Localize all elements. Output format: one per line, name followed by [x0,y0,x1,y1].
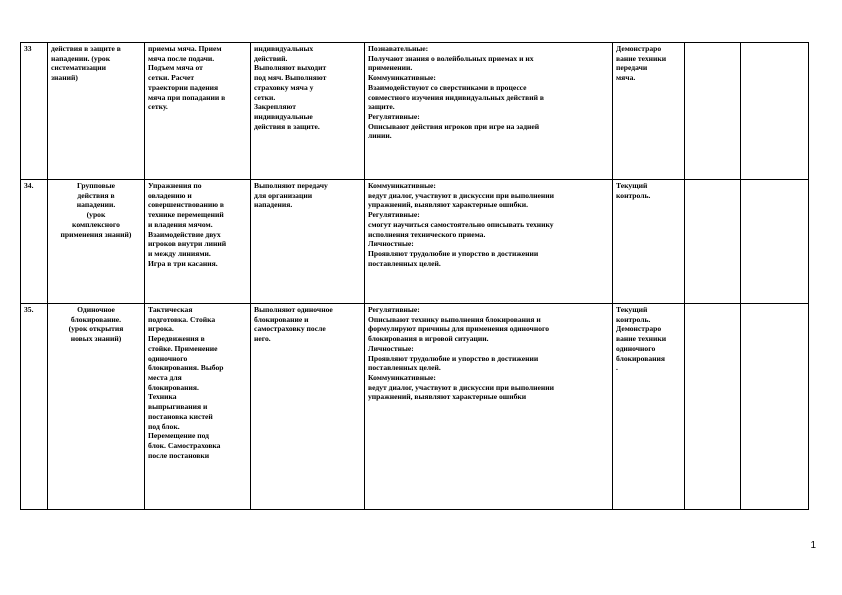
text-line: стойке. Применение [148,343,218,353]
text-line: Коммуникативные: [368,181,436,190]
text-line: мяча. [616,73,636,83]
text-line: формулируют причины для применения одиночного [368,324,550,334]
lesson-content-cell [145,43,251,180]
text-line: Текущий [616,181,648,190]
text-line: поставленных целей. [368,258,441,268]
text-line: него. [254,334,271,344]
text-line: ведут диалог, участвуют в дискуссии при выполнении [368,382,555,392]
text-line: Взаимодействие двух [148,229,221,239]
text-line: сетки. Расчет [148,73,195,83]
text-line: Выполняют передачу [254,181,328,190]
text-line: нападения. [254,200,293,210]
text-line: комплексного [72,219,120,229]
text-line: одиночного [148,353,188,363]
text-line: индивидуальные [254,112,313,122]
text-line: Текущий [616,305,648,314]
text-line: технике перемещений [148,210,224,220]
text-line: блокирования. Выбор [148,363,224,373]
text-line: сетку. [148,102,168,112]
text-line: Личностные: [368,239,414,249]
text-line: Коммуникативные: [368,73,436,83]
text-line: упражнений, выявляют характерные ошибки. [368,200,529,210]
text-line: овладению и [148,190,192,200]
text-line: подготовка. Стойка [148,314,216,324]
lesson-topic-cell [48,304,145,510]
text-line: действия в защите. [254,121,320,131]
text-line: Регулятивные: [368,305,420,314]
text-line: Подъем мяча от [148,63,203,73]
text-line: ведут диалог, участвуют в дискуссии при выполнении [368,190,555,200]
text-line: смогут научиться самостоятельно описывать технику [368,219,554,229]
lesson-plan-table [20,42,809,510]
lesson-topic-cell [48,43,145,180]
empty-cell-fact-date [741,43,809,180]
text-line: совершенствованию в [148,200,225,210]
text-line: Перемещение под [148,431,210,441]
text-line: выпрыгивания и [148,402,208,412]
text-line: упражнений, выявляют характерные ошибки [368,392,527,402]
text-line: вание техники [616,334,667,344]
text-line: под блок. [148,421,180,431]
text-line: систематизации [51,63,107,73]
text-line: Групповые [76,181,116,190]
text-line: линии. [368,131,392,141]
text-line: поставленных целей. [368,363,441,373]
text-line: Проявляют трудолюбие и упорство в достижении [368,353,539,363]
text-line: новых знаний) [70,334,122,344]
text-line: контроль. [616,190,651,200]
control-type-cell [613,43,685,180]
text-line: применении. [368,63,413,73]
student-activity-cell [251,43,365,180]
empty-cell-fact-date [741,304,809,510]
text-line: блокирование. [70,314,122,324]
text-line: применения знаний) [60,229,132,239]
text-line: игрока. [148,324,174,334]
lesson-content-cell [145,304,251,510]
text-line: (урок [86,210,106,220]
table-row [21,180,809,304]
text-line: Описывают технику выполнения блокирования и [368,314,541,324]
text-line: исполнения технического приема. [368,229,486,239]
text-line: траектории падения [148,82,219,92]
learning-outcomes-cell [365,304,613,510]
learning-outcomes-cell [365,180,613,304]
lesson-topic-cell [48,180,145,304]
text-line: Техника [148,392,177,402]
text-line: передачи [616,63,648,73]
table-row [21,43,809,180]
text-line: Коммуникативные: [368,373,436,383]
text-line: Передвижения в [148,334,205,344]
text-line: блок. Самостраховка [148,441,221,451]
lesson-number-cell: 33 [21,43,48,180]
text-line: и между линиями. [148,249,211,259]
text-line: сетки. [254,92,276,102]
text-line: Демонстраро [616,44,662,53]
text-line: Упражнения по [148,181,202,190]
text-line: действия в [77,190,115,200]
text-line: нападении. [76,200,116,210]
text-line: блокирование и [254,314,309,324]
text-line: совместного изучения индивидуальных действий в [368,92,544,102]
empty-cell-plan-date [685,180,741,304]
text-line: знаний) [51,73,78,83]
text-line: блокирования. [148,382,199,392]
lesson-number-cell: 34. [21,180,48,304]
text-line: Игра в три касания. [148,258,218,268]
text-line: самостраховку после [254,324,326,334]
text-line: блокирования [616,353,666,363]
learning-outcomes-cell [365,43,613,180]
text-line: . [616,363,618,373]
text-line: Закрепляют [254,102,296,112]
student-activity-cell [251,180,365,304]
text-line: Описывают действия игроков при игре на задней [368,121,540,131]
empty-cell-plan-date [685,43,741,180]
text-line: защите. [368,102,395,112]
empty-cell-plan-date [685,304,741,510]
empty-cell-fact-date [741,180,809,304]
text-line: для организации [254,190,313,200]
text-line: вание техники [616,53,667,63]
text-line: и владения мячом. [148,219,213,229]
text-line: действий. [254,53,288,63]
control-type-cell [613,180,685,304]
text-line: Демонстраро [616,324,662,334]
text-line: Тактическая [148,305,193,314]
text-line: Личностные: [368,343,414,353]
text-line: Выполняют одиночное [254,305,333,314]
text-line: индивидуальных [254,44,314,53]
text-line: нападении. (урок [51,53,111,63]
text-line: Выполняют выходит [254,63,327,73]
text-line: Взаимодействуют со сверстниками в процессе [368,82,527,92]
text-line: игроков внутри линий [148,239,227,249]
text-line: мяча после подачи. [148,53,215,63]
text-line: Проявляют трудолюбие и упорство в достижении [368,249,539,259]
text-line: Получают знания о волейбольных приемах и их [368,53,534,63]
text-line: Регулятивные: [368,210,420,220]
text-line: блокирования в игровой ситуации. [368,334,489,344]
lesson-plan-body [21,43,809,510]
text-line: приемы мяча. Прием [148,44,222,53]
student-activity-cell [251,304,365,510]
text-line: постановка кистей [148,411,213,421]
text-line: (урок открытия [68,324,124,334]
text-line: страховку мяча у [254,82,314,92]
lesson-number-cell: 35. [21,304,48,510]
page-number: 1 [810,540,816,551]
text-line: Познавательные: [368,44,429,53]
lesson-content-cell [145,180,251,304]
text-line: одиночного [616,343,656,353]
text-line: после постановки [148,450,210,460]
text-line: действия в защите в [51,44,121,53]
text-line: контроль. [616,314,651,324]
text-line: Одиночное [77,305,115,314]
text-line: места для [148,373,182,383]
table-row [21,304,809,510]
text-line: под мяч. Выполняют [254,73,327,83]
text-line: Регулятивные: [368,112,420,122]
text-line: мяча при попадании в [148,92,226,102]
control-type-cell [613,304,685,510]
